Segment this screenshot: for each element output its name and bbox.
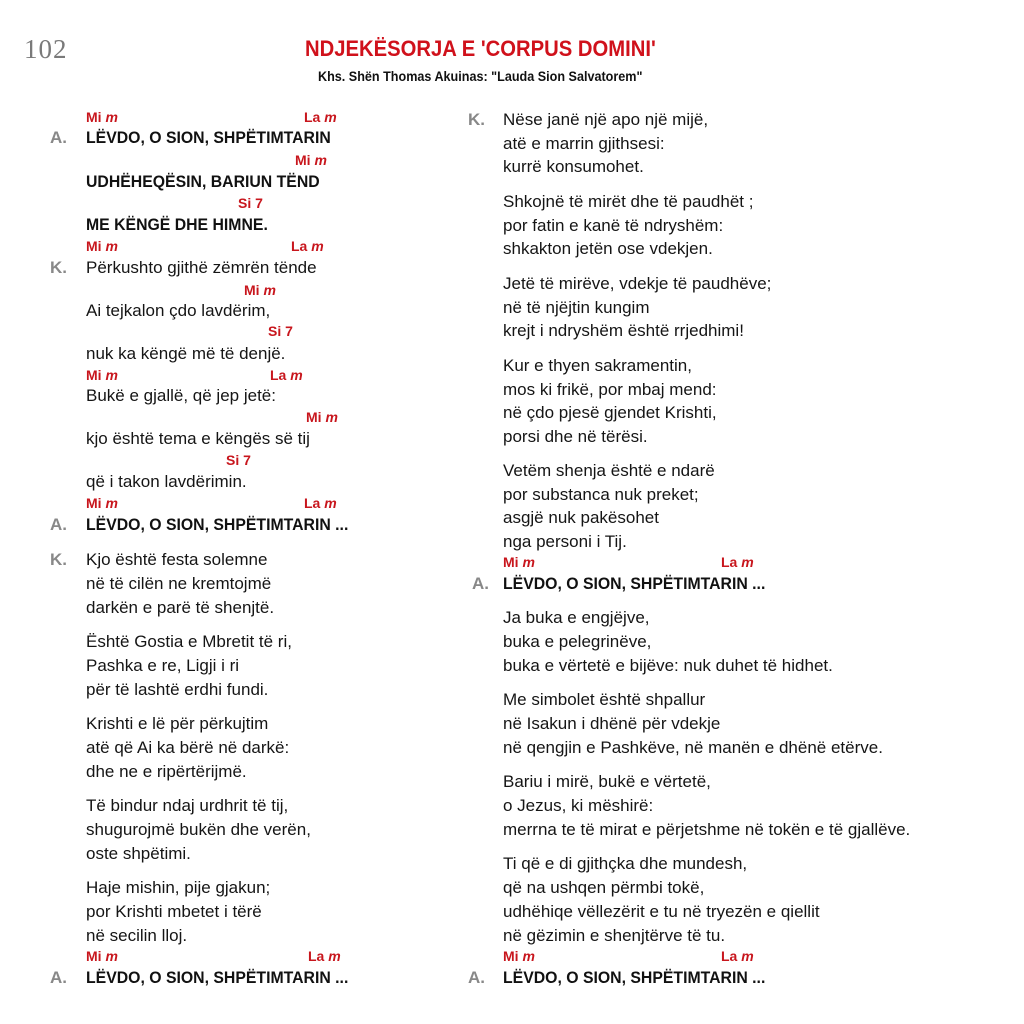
chord-mi-minor: Mi m bbox=[86, 367, 118, 383]
verse-line: Është Gostia e Mbretit të ri, bbox=[86, 632, 292, 651]
verse-line: Kur e thyen sakramentin, bbox=[503, 356, 692, 375]
antiphon-tag: A. bbox=[50, 968, 67, 987]
chord-mi-minor: Mi m bbox=[503, 948, 535, 964]
chord-mi-minor: Mi m bbox=[86, 495, 118, 511]
chord-si-seven: Si 7 bbox=[268, 323, 293, 339]
verse-line: krejt i ndryshëm është rrjedhimi! bbox=[503, 321, 744, 340]
verse-line: Përkushto gjithë zëmrën tënde bbox=[86, 258, 317, 277]
verse-line: në çdo pjesë gjendet Krishti, bbox=[503, 403, 717, 422]
verse-line: Me simbolet është shpallur bbox=[503, 690, 706, 709]
verse-line: oste shpëtimi. bbox=[86, 844, 191, 863]
verse-line: por fatin e kanë të ndryshëm: bbox=[503, 216, 724, 235]
verse-line: Nëse janë një apo një mijë, bbox=[503, 110, 709, 129]
verse-line: Kjo është festa solemne bbox=[86, 550, 268, 569]
chord-la-minor: La m bbox=[721, 948, 754, 964]
verse-line: Jetë të mirëve, vdekje të paudhëve; bbox=[503, 274, 772, 293]
refrain-line: LËVDO, O SION, SHPËTIMTARIN ... bbox=[503, 968, 766, 987]
verse-line: atë që Ai ka bërë në darkë: bbox=[86, 738, 290, 757]
verse-line: porsi dhe në tërësi. bbox=[503, 427, 648, 446]
verse-line: Ti që e di gjithçka dhe mundesh, bbox=[503, 854, 748, 873]
chord-si-seven: Si 7 bbox=[226, 452, 251, 468]
chord-mi-minor: Mi m bbox=[86, 109, 118, 125]
chord-mi-minor: Mi m bbox=[86, 238, 118, 254]
verse-line: që na ushqen përmbi tokë, bbox=[503, 878, 705, 897]
verse-line: kurrë konsumohet. bbox=[503, 157, 644, 176]
verse-line: buka e vërtetë e bijëve: nuk duhet të hidhet. bbox=[503, 656, 833, 675]
verse-line: që i takon lavdërimin. bbox=[86, 472, 247, 491]
verse-line: Ja buka e engjëjve, bbox=[503, 608, 650, 627]
verse-line: kjo është tema e këngës së tij bbox=[86, 429, 310, 448]
verse-line: për të lashtë erdhi fundi. bbox=[86, 680, 269, 699]
verse-line: Pashka e re, Ligji i ri bbox=[86, 656, 240, 675]
verse-line: Krishti e lë për përkujtim bbox=[86, 714, 269, 733]
page-subtitle: Khs. Shën Thomas Akuinas: "Lauda Sion Salvatorem" bbox=[318, 68, 643, 84]
chord-la-minor: La m bbox=[270, 367, 303, 383]
verse-line: Vetëm shenja është e ndarë bbox=[503, 461, 715, 480]
verse-line: shugurojmë bukën dhe verën, bbox=[86, 820, 311, 839]
verse-line: në qengjin e Pashkëve, në manën e dhënë etërve. bbox=[503, 738, 883, 757]
verse-line: darkën e parë të shenjtë. bbox=[86, 598, 275, 617]
verse-line: dhe ne e ripërtërijmë. bbox=[86, 762, 247, 781]
verse-line: asgjë nuk pakësohet bbox=[503, 508, 659, 527]
refrain-line: LËVDO, O SION, SHPËTIMTARIN bbox=[86, 128, 331, 147]
refrain-line: LËVDO, O SION, SHPËTIMTARIN ... bbox=[503, 574, 766, 593]
verse-line: në secilin lloj. bbox=[86, 926, 188, 945]
chord-mi-minor: Mi m bbox=[503, 554, 535, 570]
verse-line: nuk ka këngë më të denjë. bbox=[86, 344, 286, 363]
verse-line: shkakton jetën ose vdekjen. bbox=[503, 239, 713, 258]
verse-line: atë e marrin gjithsesi: bbox=[503, 134, 665, 153]
refrain-line: LËVDO, O SION, SHPËTIMTARIN ... bbox=[86, 968, 349, 987]
verse-line: por substanca nuk preket; bbox=[503, 485, 699, 504]
antiphon-tag: A. bbox=[50, 128, 67, 147]
verse-line: Ai tejkalon çdo lavdërim, bbox=[86, 301, 271, 320]
refrain-line: UDHËHEQËSIN, BARIUN TËND bbox=[86, 172, 320, 191]
verse-line: në të njëjtin kungim bbox=[503, 298, 650, 317]
page-title: NDJEKËSORJA E 'CORPUS DOMINI' bbox=[305, 36, 656, 61]
verse-line: në gëzimin e shenjtërve të tu. bbox=[503, 926, 726, 945]
verse-line: Shkojnë të mirët dhe të paudhët ; bbox=[503, 192, 754, 211]
chord-la-minor: La m bbox=[304, 109, 337, 125]
verse-line: në të cilën ne kremtojmë bbox=[86, 574, 272, 593]
chord-si-seven: Si 7 bbox=[238, 195, 263, 211]
verse-line: Haje mishin, pije gjakun; bbox=[86, 878, 271, 897]
chord-la-minor: La m bbox=[304, 495, 337, 511]
refrain-line: LËVDO, O SION, SHPËTIMTARIN ... bbox=[86, 515, 349, 534]
refrain-line: ME KËNGË DHE HIMNE. bbox=[86, 215, 268, 234]
verse-line: Bariu i mirë, bukë e vërtetë, bbox=[503, 772, 711, 791]
verse-line: por Krishti mbetet i tërë bbox=[86, 902, 262, 921]
verse-line: në Isakun i dhënë për vdekje bbox=[503, 714, 721, 733]
verse-tag: K. bbox=[468, 110, 485, 129]
verse-line: Bukë e gjallë, që jep jetë: bbox=[86, 386, 276, 405]
verse-tag: K. bbox=[50, 258, 67, 277]
antiphon-tag: A. bbox=[468, 968, 485, 987]
verse-line: o Jezus, ki mëshirë: bbox=[503, 796, 654, 815]
verse-line: udhëhiqe vëllezërit e tu në tryezën e qiellit bbox=[503, 902, 820, 921]
chord-mi-minor: Mi m bbox=[306, 409, 338, 425]
verse-line: buka e pelegrinëve, bbox=[503, 632, 652, 651]
verse-line: merrna te të mirat e përjetshme në tokën e të gjallëve. bbox=[503, 820, 911, 839]
verse-line: Të bindur ndaj urdhrit të tij, bbox=[86, 796, 289, 815]
chord-mi-minor: Mi m bbox=[86, 948, 118, 964]
chord-mi-minor: Mi m bbox=[295, 152, 327, 168]
chord-la-minor: La m bbox=[308, 948, 341, 964]
antiphon-tag: A. bbox=[50, 515, 67, 534]
chord-la-minor: La m bbox=[721, 554, 754, 570]
verse-line: nga personi i Tij. bbox=[503, 532, 627, 551]
verse-line: mos ki frikë, por mbaj mend: bbox=[503, 380, 717, 399]
antiphon-tag: A. bbox=[472, 574, 489, 593]
chord-mi-minor: Mi m bbox=[244, 282, 276, 298]
page-number: 102 bbox=[24, 34, 68, 64]
chord-la-minor: La m bbox=[291, 238, 324, 254]
verse-tag: K. bbox=[50, 550, 67, 569]
